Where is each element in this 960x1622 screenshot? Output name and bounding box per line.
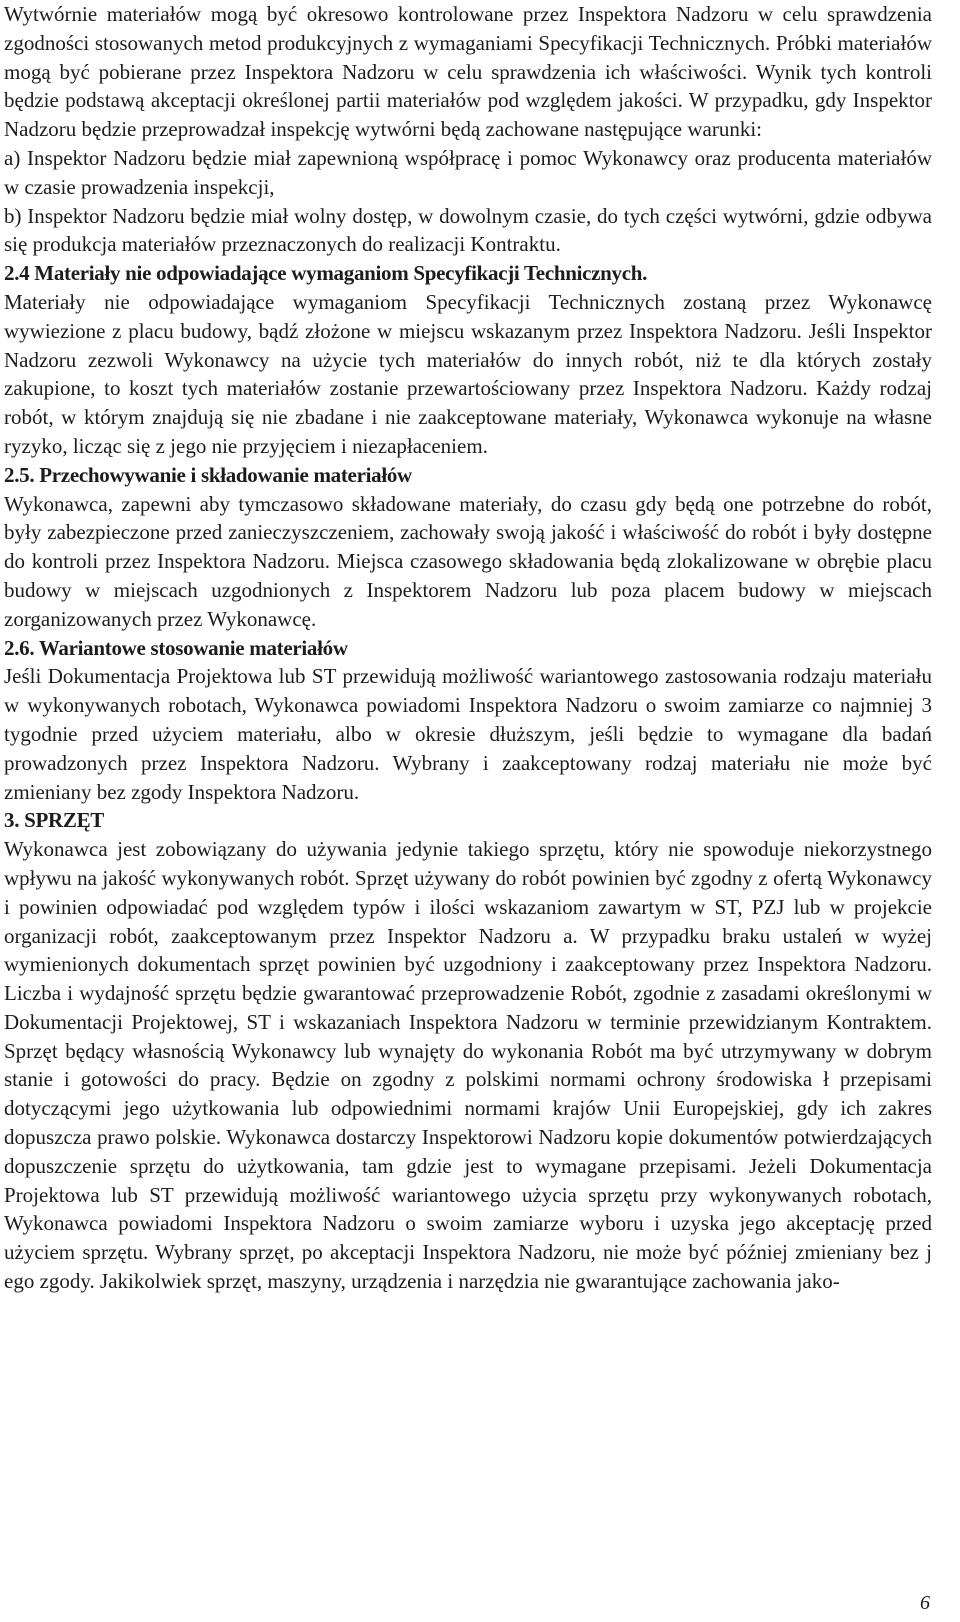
section-2-5-body: Wykonawca, zapewni aby tymczasowo składowane materiały, do czasu gdy będą one potrzebne do robót, były zabezpieczone przed zanieczyszczeniem, zachowały swoją jakość i właściwość do robót i były dostępne do kontroli przez Inspektora Nadzoru. Miejsca czasowego składowania będą zlokalizowane w obrębie placu budowy w miejscach uzgodnionych z Inspektorem Nadzoru lub poza placem budowy w miejscach zorganizowanych przez Wykonawcę.: [4, 491, 932, 631]
section-2-6-body: Jeśli Dokumentacja Projektowa lub ST przewidują możliwość wariantowego zastosowania rodzaju materiału w wykonywanych robotach, Wykonawca powiadomi Inspektora Nadzoru o swoim zamiarze co najmniej 3 tygodnie przed użyciem materiału, albo w okresie dłuższym, jeśli będzie to wymagane dla badań prowadzonych przez Inspektora Nadzoru. Wybrany i zaakceptowany rodzaj materiału nie może być zmieniany bez zgody Inspektora Nadzoru.: [4, 664, 932, 804]
intro-item-a: a) Inspektor Nadzoru będzie miał zapewnioną współpracę i pomoc Wykonawcy oraz producenta materiałów w czasie prowadzenia inspekcji,: [4, 145, 932, 199]
intro-paragraph: Wytwórnie materiałów mogą być okresowo kontrolowane przez Inspektora Nadzoru w celu sprawdzenia zgodności stosowanych metod produkcyjnych z wymaganiami Specyfikacji Technicznych. Próbki materiałów mogą być pobierane przez Inspektora Nadzoru w celu sprawdzenia ich właściwości. Wynik tych kontroli będzie podstawą akceptacji określonej partii materiałów pod względem jakości. W przypadku, gdy Inspektor Nadzoru będzie przeprowadzał inspekcję wytwórni będą zachowane następujące warunki:: [4, 2, 932, 142]
intro-item-b: b) Inspektor Nadzoru będzie miał wolny dostęp, w dowolnym czasie, do tych części wytwórni, gdzie odbywa się produkcja materiałów przeznaczonych do realizacji Kontraktu.: [4, 203, 932, 257]
document-page: [4, 0, 932, 1296]
section-2-5-heading: 2.5. Przechowywanie i składowanie materiałów: [4, 462, 412, 487]
section-2-6-heading: 2.6. Wariantowe stosowanie materiałów: [4, 635, 348, 660]
section-3-body: Wykonawca jest zobowiązany do używania jedynie takiego sprzętu, który nie spowoduje niekorzystnego wpływu na jakość wykonywanych robót. Sprzęt używany do robót powinien być zgodny z ofertą Wykonawcy i powinien odpowiadać pod względem typów i ilości wskazaniom zawartym w ST, PZJ lub w projekcie organizacji robót, zaakceptowanym przez Inspektor Nadzoru a. W przypadku braku ustaleń w wyżej wymienionych dokumentach sprzęt powinien być uzgodniony i zaakceptowany przez Inspektora Nadzoru. Liczba i wydajność sprzętu będzie gwarantować przeprowadzenie Robót, zgodnie z zasadami określonymi w Dokumentacji Projektowej, ST i wskazaniach Inspektora Nadzoru w terminie przewidzianym Kontraktem. Sprzęt będący własnością Wykonawcy lub wynajęty do wykonania Robót ma być utrzymywany w dobrym stanie i gotowości do pracy. Będzie on zgodny z polskimi normami ochrony środowiska ł przepisami dotyczącymi jego użytkowania lub odpowiednimi normami krajów Unii Europejskiej, gdy ich zakres dopuszcza prawo polskie. Wykonawca dostarczy Inspektorowi Nadzoru kopie dokumentów potwierdzających dopuszczenie sprzętu do użytkowania, tam gdzie jest to wymagane przepisami. Jeżeli Dokumentacja Projektowa lub ST przewidują możliwość wariantowego użycia sprzętu przy wykonywanych robotach, Wykonawca powiadomi Inspektora Nadzoru o swoim zamiarze wyboru i uzyska jego akceptację przed użyciem sprzętu. Wybrany sprzęt, po akceptacji Inspektora Nadzoru, nie może być później zmieniany bez j ego zgody. Jakikolwiek sprzęt, maszyny, urządzenia i narzędzia nie gwarantujące zachowania jako-: [4, 837, 932, 1294]
section-2-4-body: Materiały nie odpowiadające wymaganiom Specyfikacji Technicznych zostaną przez Wykonawcę wywiezione z placu budowy, bądź złożone w miejscu wskazanym przez Inspektora Nadzoru. Jeśli Inspektor Nadzoru zezwoli Wykonawcy na użycie tych materiałów do innych robót, niż te dla których zostały zakupione, to koszt tych materiałów zostanie przewartościowany przez Inspektora Nadzoru. Każdy rodzaj robót, w którym znajdują się nie zbadane i nie zaakceptowane materiały, Wykonawca wykonuje na własne ryzyko, licząc się z jego nie przyjęciem i niezapłaceniem.: [4, 289, 932, 458]
page-number: 6: [920, 1592, 930, 1614]
section-3-heading: 3. SPRZĘT: [4, 808, 104, 833]
section-2-4-heading: 2.4 Materiały nie odpowiadające wymaganiom Specyfikacji Technicznych.: [4, 261, 648, 286]
